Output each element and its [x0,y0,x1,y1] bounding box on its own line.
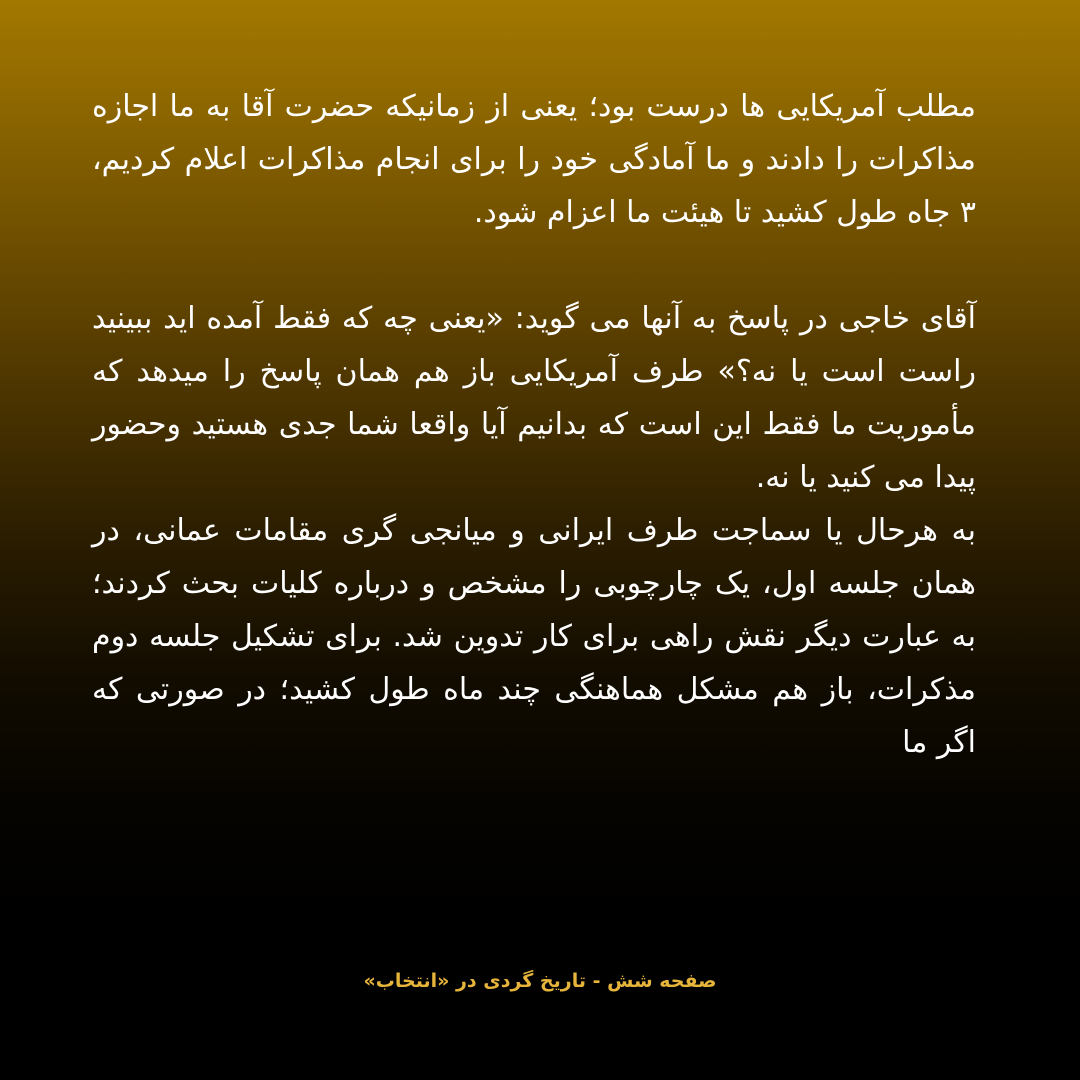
page-footer-caption: صفحه شش - تاریخ گردی در «انتخاب» [363,970,717,992]
paragraph-2: آقای خاجی در پاسخ به آنها می گوید: «یعنی چه که فقط آمده اید ببینید راست است یا نه؟» طرف آمریکایی باز هم همان پاسخ را میدهد که مأموریت ما فقط این است که بدانیم آیا واقعا شما جدی هستید وحضور پیدا می کنید یا نه. [92,301,976,495]
paragraph-1: مطلب آمریکایی ها درست بود؛ یعنی از زمانیکه حضرت آقا به ما اجازه مذاکرات را دادند و ما آمادگی خود را برای انجام مذاکرات اعلام کردیم، ۳ جاه طول کشید تا هیئت ما اعزام شود. [92,89,976,230]
paragraph-spacer [92,239,976,292]
article-body [92,80,976,769]
paragraph-3: به هرحال یا سماجت طرف ایرانی و میانجی گری مقامات عمانی، در همان جلسه اول، یک چارچوبی را مشخص و درباره کلیات بحث کردند؛ به عبارت دیگر نقش راهی برای کار تدوین شد. برای تشکیل جلسه دوم مذکرات، باز هم مشکل هماهنگی چند ماه طول کشید؛ در صورتی که اگر ما [92,513,976,760]
